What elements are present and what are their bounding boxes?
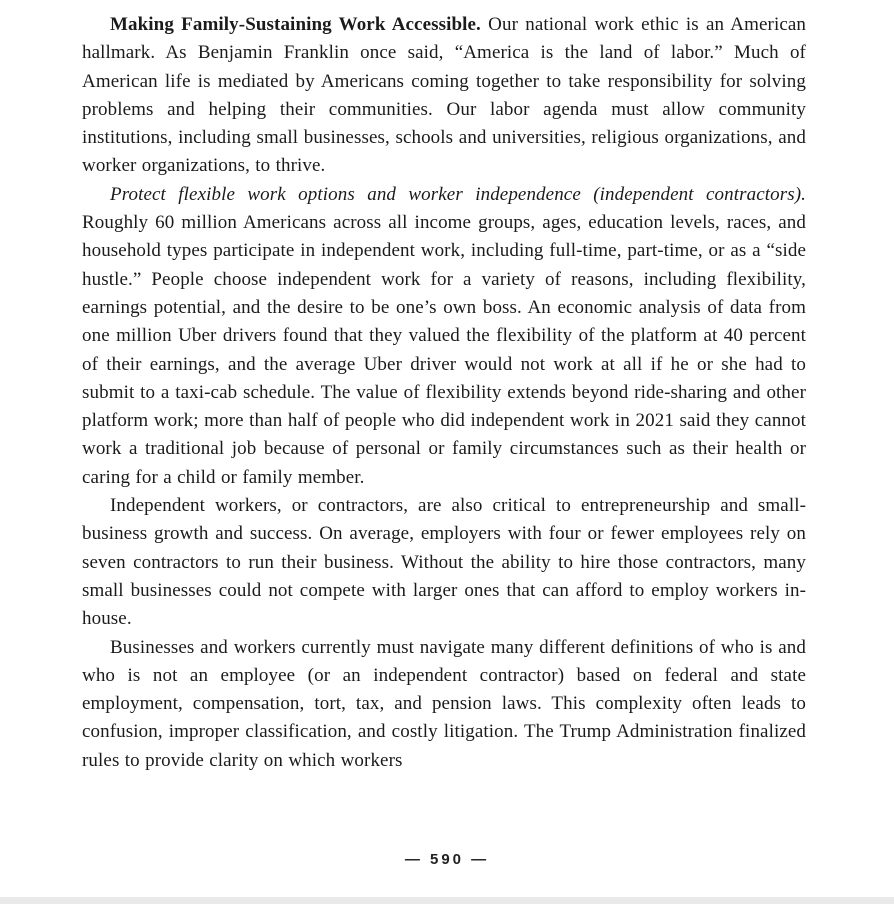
paragraph-flexible-work [82,181,806,492]
paragraph-independent-workers [82,492,806,633]
body-text [82,11,806,775]
paragraph-italic-lead: Protect flexible work options and worker independence (independent contractors). [110,183,806,205]
paragraph-text: Roughly 60 million Americans across all income groups, ages, education levels, races, and household types participate in independent work, including full-time, part-time, or as a “side hustle.” People choose independent work for a variety of reasons, including flexibility, earnings potential, and the desire to be one’s own boss. An economic analysis of data from one million Uber drivers found that they valued the flexibility of the platform at 40 percent of their earnings, and the average Uber driver would not work at all if he or she had to submit to a taxi-cab schedule. The value of flexibility extends beyond ride-sharing and other platform work; more than half of people who did independent work in 2021 said they cannot work a traditional job because of personal or family circumstances such as their health or caring for a child or family member. [82,212,806,488]
paragraph-bold-lead: Making Family-Sustaining Work Accessible. [110,14,481,35]
page-bottom-edge [0,897,894,904]
paragraph-definitions [82,634,806,775]
paragraph-work-accessible [82,11,806,181]
paragraph-text: Independent workers, or contractors, are also critical to entrepreneurship and small-business growth and success. On average, employers with four or fewer employees rely on seven contractors to run their business. Without the ability to hire those contractors, many small businesses could not compete with larger ones that can afford to employ workers in-house. [82,495,806,630]
paragraph-text: Businesses and workers currently must navigate many different definitions of who is and who is not an employee (or an independent contractor) based on federal and state employment, compensation, tort, tax, and pension laws. This complexity often leads to confusion, improper classification, and costly litigation. The Trump Administration finalized rules to provide clarity on which workers [82,636,806,771]
page-number: — 590 — [404,851,490,868]
paragraph-text: Our national work ethic is an American hallmark. As Benjamin Franklin once said, “America is the land of labor.” Much of American life is mediated by Americans coming together to take responsibility for solving problems and helping their communities. Our labor agenda must allow community institutions, including small businesses, schools and universities, religious organizations, and worker organizations, to thrive. [82,14,806,177]
